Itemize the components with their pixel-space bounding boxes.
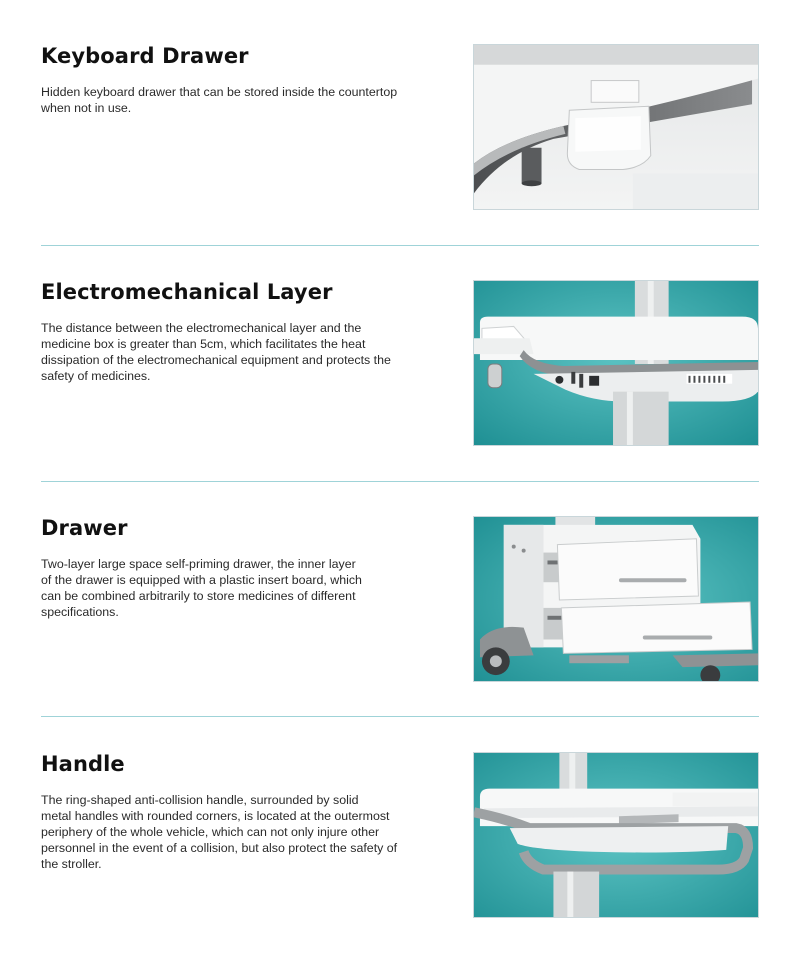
keyboard-drawer-photo [473,44,759,210]
feature-description [41,556,426,620]
feature-title: Keyboard Drawer [41,44,249,68]
description-line: personnel in the event of a collision, but also protect the safety of [41,841,398,855]
feature-electromechanical-layer [0,236,800,472]
description-line: Hidden keyboard drawer that can be stored inside the countertop [41,85,398,99]
feature-title: Handle [41,752,125,776]
description-line: dissipation of the electromechanical equipment and protects the [41,353,391,367]
electromechanical-layer-photo [473,280,759,446]
description-line: periphery of the whole vehicle, which can not only injure other [41,825,380,839]
description-line: the stroller. [41,857,102,871]
description-line: Two-layer large space self-priming drawer, the inner layer [41,557,356,571]
feature-description [41,792,426,872]
description-line: safety of medicines. [41,369,151,383]
description-line: can be combined arbitrarily to store medicines of different [41,589,356,603]
description-line: when not in use. [41,101,132,115]
feature-keyboard-drawer [0,0,800,236]
feature-description [41,320,426,384]
feature-description [41,84,426,116]
description-line: The ring-shaped anti-collision handle, surrounded by solid [41,793,359,807]
feature-handle [0,708,800,944]
description-line: of the drawer is equipped with a plastic insert board, which [41,573,362,587]
feature-drawer [0,472,800,708]
handle-photo [473,752,759,918]
description-line: metal handles with rounded corners, is located at the outermost [41,809,390,823]
description-line: medicine box is greater than 5cm, which facilitates the heat [41,337,366,351]
drawer-photo [473,516,759,682]
description-line: The distance between the electromechanical layer and the [41,321,362,335]
description-line: specifications. [41,605,119,619]
feature-title: Drawer [41,516,128,540]
feature-title: Electromechanical Layer [41,280,333,304]
